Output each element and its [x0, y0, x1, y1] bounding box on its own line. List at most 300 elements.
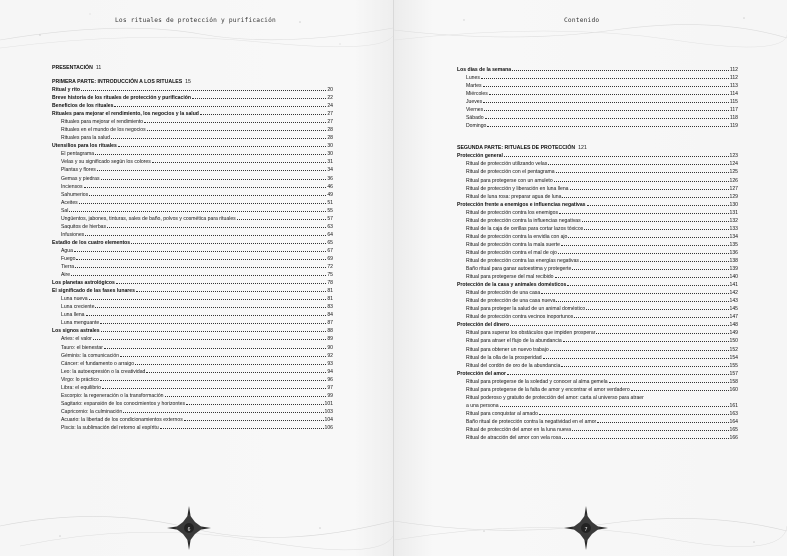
toc-entry: [457, 297, 738, 305]
dot-leader: [102, 387, 326, 389]
toc-entry-title: Ritual de atracción del amor con vela rosa: [466, 435, 562, 442]
toc-entry: [52, 191, 333, 199]
toc-entry-title: Ritual poderoso y gratuito de protección del amor: carta al universo para atraer: [466, 394, 644, 401]
toc-entry-title: Baño ritual de protección contra la negatividad en el amor: [466, 418, 597, 425]
toc-entry-page: 30: [327, 151, 333, 158]
dot-leader: [512, 69, 729, 71]
dot-leader: [484, 109, 729, 111]
toc-entry-page: 124: [729, 161, 738, 168]
toc-entry-page: 83: [327, 304, 333, 311]
toc-entry: [457, 193, 738, 201]
toc-entry-title: Miércoles: [466, 91, 488, 98]
dot-leader: [152, 161, 327, 163]
running-head: Contenido: [564, 17, 600, 24]
toc-entry-title: Ritual de protección contra la mala suerte: [466, 241, 561, 248]
toc-entry-title: Ritual de protección contra el mal de ojo: [466, 249, 557, 256]
toc-entry-page: 69: [327, 255, 333, 262]
toc-entry-title: Ritual de la olla de la prosperidad: [466, 354, 542, 361]
part-title: PRIMERA PARTE: INTRODUCCIÓN A LOS RITUALES: [52, 79, 183, 85]
toc-entry-title: Estadio de los cuatro elementos: [52, 239, 131, 246]
toc-entry-title: Ritual de protección contra la influencias negativas: [466, 217, 581, 224]
toc-entry-title: Lunes: [466, 75, 480, 82]
toc-entry-title: Jueves: [466, 99, 483, 106]
toc-section-entry: [457, 152, 738, 160]
toc-entry-page: 89: [327, 336, 333, 343]
toc-entry: [457, 209, 738, 217]
toc-entry-page: 152: [729, 346, 738, 353]
dot-leader: [489, 93, 729, 95]
dot-leader: [562, 196, 728, 198]
toc-entry: [457, 346, 738, 354]
toc-entry-title: Ritual de protección del amor en la luna nueva: [466, 426, 572, 433]
toc-entry-title: Velas y su significado según los colores: [61, 159, 151, 166]
toc-entry-title: Inciensos: [61, 183, 83, 190]
toc-entry: [52, 263, 333, 271]
toc-entry-page: 28: [327, 135, 333, 142]
toc-entry-page: 81: [327, 288, 333, 295]
toc-entry-page: 24: [327, 103, 333, 110]
dot-leader: [510, 324, 728, 326]
dot-leader: [556, 171, 729, 173]
toc-entry-page: 99: [327, 392, 333, 399]
toc-entry-page: 118: [729, 115, 738, 122]
toc-entry: [457, 265, 738, 273]
toc-entry: [457, 378, 738, 386]
toc-entry-page: 97: [327, 384, 333, 391]
dot-leader: [548, 163, 728, 165]
toc-entry: [457, 241, 738, 249]
toc-entry-title: Ritual de la caja de cerillas para cortar lazos tóxicos: [466, 225, 584, 232]
toc-entry-title: Piscis: la sublimación del retorno al espíritu: [61, 424, 159, 431]
toc-entry: [52, 295, 333, 303]
toc-entry-title: Ritual para conquistar al amado: [466, 410, 538, 417]
dot-leader: [574, 316, 728, 318]
toc-entry-page: 133: [729, 225, 738, 232]
toc-entry-page: 142: [729, 290, 738, 297]
toc-entry-page: 87: [327, 320, 333, 327]
toc-entry-title: Protección del dinero: [457, 322, 510, 329]
toc-entry: [457, 257, 738, 265]
toc-entry: [457, 418, 738, 426]
toc-entry-title: Rituales para la salud: [61, 135, 110, 142]
dot-leader: [556, 300, 728, 302]
toc-entry-page: 164: [729, 418, 738, 425]
toc-entry-page: 81: [327, 296, 333, 303]
toc-entry-page: 51: [327, 199, 333, 206]
toc-entry: [457, 394, 738, 402]
toc-entry: [52, 303, 333, 311]
toc-entry-page: 139: [729, 266, 738, 273]
toc-entry-title: Ritual de protección contra los enemigos: [466, 209, 559, 216]
dot-leader: [165, 395, 327, 397]
dot-leader: [146, 371, 326, 373]
toc-entry: [457, 90, 738, 98]
toc-entry-page: 154: [729, 354, 738, 361]
toc-entry-title: Ritual de protección y liberación en luna llena: [466, 185, 569, 192]
toc-section-entry: [457, 201, 738, 209]
toc-entry: [52, 134, 333, 142]
toc-entry-title: Sal: [61, 207, 69, 214]
part-title: SEGUNDA PARTE: RITUALES DE PROTECCIÓN: [457, 145, 576, 152]
dot-leader: [104, 347, 326, 349]
toc-entry-title: Luna llena: [61, 312, 85, 319]
dot-leader: [135, 363, 326, 365]
toc-entry-title: Tierra: [61, 264, 75, 271]
dot-leader: [582, 220, 729, 222]
dot-leader: [596, 332, 728, 334]
toc-entries: [52, 86, 333, 432]
toc-part-heading: [52, 78, 333, 86]
toc-entry-title: Gemas y piedras: [61, 175, 100, 182]
toc-entry-page: 22: [327, 95, 333, 102]
toc-entry-title: Protección del amor: [457, 370, 506, 377]
toc-entry-page: 36: [327, 175, 333, 182]
toc-entry-page: 90: [327, 344, 333, 351]
toc-entry-title: a una persona: [466, 402, 499, 409]
dot-leader: [120, 355, 326, 357]
dot-leader: [76, 258, 326, 260]
toc-entry-title: El significado de las fases lunares: [52, 288, 135, 295]
toc-entry-page: 140: [729, 274, 738, 281]
toc-entry-page: 112: [729, 75, 738, 82]
toc-entry-page: 148: [729, 322, 738, 329]
dot-leader: [568, 236, 728, 238]
toc-entry: [457, 217, 738, 225]
toc-entry-page: 27: [327, 111, 333, 118]
dot-leader: [563, 340, 729, 342]
toc-entry-page: 114: [729, 91, 738, 98]
toc-entry-title: Los planetas astrológicos: [52, 280, 115, 287]
dot-leader: [485, 117, 729, 119]
toc-entry-title: Breve historia de los rituales de protección y purificación: [52, 95, 191, 102]
toc-entry: [52, 311, 333, 319]
toc-section-entry: [52, 279, 333, 287]
dot-leader: [186, 403, 323, 405]
toc-entries: [457, 66, 738, 130]
dot-leader: [136, 290, 326, 292]
toc-entry-title: Protección de la casa y animales domésticos: [457, 282, 567, 289]
toc-entry-title: Protección general: [457, 153, 503, 160]
toc-entry-title: Ritual de protección con el pentagrama: [466, 169, 555, 176]
toc-entry-page: 55: [327, 207, 333, 214]
toc-entry-page: 130: [729, 201, 738, 208]
toc-entry-page: 30: [327, 143, 333, 150]
toc-entry-title: Ritual para protegerse de la falta de amor y encontrar el amor verdadero: [466, 386, 630, 393]
top-ornament-left: [0, 0, 393, 55]
toc-entry-title: Infusiones: [61, 231, 85, 238]
toc-entry-title: Géminis: la comunicación: [61, 352, 120, 359]
toc-entry: [52, 360, 333, 368]
toc-entry: [457, 114, 738, 122]
dot-leader: [93, 338, 326, 340]
toc-entry: [52, 231, 333, 239]
toc-entry: [52, 247, 333, 255]
dot-leader: [567, 284, 728, 286]
toc-entry-page: 145: [729, 306, 738, 313]
toc-entry-page: 72: [327, 264, 333, 271]
toc-entry: [457, 426, 738, 434]
toc-entry-title: Plantas y flores: [61, 167, 96, 174]
toc-entry: [457, 305, 738, 313]
toc-entry-page: 78: [327, 280, 333, 287]
dot-leader: [558, 252, 729, 254]
toc-entry-page: 161: [729, 402, 738, 409]
dot-leader: [89, 194, 326, 196]
dot-leader: [86, 314, 327, 316]
toc-entry: [52, 271, 333, 279]
toc-entry-title: Ritual de protección contra vecinos inoportunos: [466, 314, 574, 321]
dot-leader: [95, 153, 326, 155]
toc-entry-page: 136: [729, 249, 738, 256]
toc-entry: [457, 168, 738, 176]
toc-entry-page: 123: [729, 153, 738, 160]
toc-entry: [457, 98, 738, 106]
toc-entry-title: Libra: el equilibrio: [61, 384, 101, 391]
dot-leader: [85, 234, 326, 236]
dot-leader: [69, 210, 326, 212]
toc-entry-title: Ritual para superar los obstáculos que impiden prosperar: [466, 330, 596, 337]
toc-entry-title: Utensilios para los rituales: [52, 143, 117, 150]
toc-entry-page: 112: [729, 67, 738, 73]
toc-entry-title: Ritual de protección contra la envidia con ajo: [466, 233, 568, 240]
toc-entry-page: 84: [327, 312, 333, 319]
dot-leader: [184, 419, 324, 421]
dot-leader: [500, 405, 729, 407]
toc-entry: [52, 183, 333, 191]
toc-entry-title: Ritual de protección de una casa nueva: [466, 298, 556, 305]
dot-leader: [507, 373, 729, 375]
toc-entry-page: 65: [327, 239, 333, 246]
dot-leader: [587, 204, 729, 206]
toc-entry-title: Aries: el valor: [61, 336, 92, 343]
toc-entry: [457, 249, 738, 257]
dot-leader: [572, 268, 728, 270]
toc-entry: [52, 118, 333, 126]
toc-entry-title: Capricornio: la culminación: [61, 408, 123, 415]
toc-entry-page: 160: [729, 386, 738, 393]
toc-section-entry: [457, 370, 738, 378]
toc-entry: [457, 329, 738, 337]
dot-leader: [539, 413, 729, 415]
toc-entry: [52, 335, 333, 343]
page-number: 6: [187, 527, 191, 533]
dot-leader: [584, 228, 728, 230]
toc-section-entry: [52, 327, 333, 335]
toc-entry: [457, 362, 738, 370]
toc-entry-page: 129: [729, 193, 738, 200]
toc-entry-page: 165: [729, 426, 738, 433]
dot-leader: [572, 429, 728, 431]
toc-entry-page: 117: [729, 107, 738, 114]
dot-leader: [483, 101, 729, 103]
toc-entry-title: Ritual de protección contra las energías negativas: [466, 257, 579, 264]
toc-entry: [457, 410, 738, 418]
toc-entry-title: Ritual para atraer el flujo de la abundancia: [466, 338, 562, 345]
dot-leader: [75, 266, 326, 268]
dot-leader: [570, 188, 729, 190]
toc-entry-page: 101: [324, 400, 333, 407]
toc-entry-title: Saquitos de hierbas: [61, 223, 107, 230]
toc-entry-page: 64: [327, 231, 333, 238]
toc-entry-page: 20: [327, 87, 333, 93]
toc-entry-title: Luna menguante: [61, 320, 100, 327]
toc-section-entry: [457, 281, 738, 289]
toc-entry: [52, 175, 333, 183]
toc-entry-page: 113: [729, 83, 738, 90]
toc-entry: [52, 424, 333, 432]
toc-entry-page: 67: [327, 247, 333, 254]
toc-entry-page: 49: [327, 191, 333, 198]
toc-entry-title: Ritual de luna rosa: preparar agua de luna: [466, 193, 562, 200]
toc-entry-page: 63: [327, 223, 333, 230]
toc-entry-title: Ritual de protección utilizando velas: [466, 161, 548, 168]
part-title: PRESENTACIÓN: [52, 65, 93, 71]
toc-section-entry: [52, 239, 333, 247]
dot-leader: [631, 389, 729, 391]
dot-leader: [562, 437, 728, 439]
toc-entry-title: Cáncer: el fundamento o arraigo: [61, 360, 135, 367]
toc-entry: [52, 199, 333, 207]
toc-entry-page: 149: [729, 330, 738, 337]
dot-leader: [586, 308, 728, 310]
dot-leader: [79, 202, 327, 204]
toc-entry-page: 138: [729, 257, 738, 264]
toc-entry: [457, 434, 738, 442]
toc-entry-page: 96: [327, 376, 333, 383]
toc-entry-page: 115: [729, 99, 738, 106]
dot-leader: [111, 137, 326, 139]
toc-entry-title: Tauro: el bienestar: [61, 344, 103, 351]
toc-entry-page: 92: [327, 352, 333, 359]
toc-entry: [457, 185, 738, 193]
toc-entry-page: 141: [729, 282, 738, 289]
toc-entry-page: 132: [729, 217, 738, 224]
toc-entry-title: Escorpio: la regeneración o la transformación: [61, 392, 164, 399]
toc-entry: [52, 344, 333, 352]
dot-leader: [101, 330, 327, 332]
dot-leader: [100, 379, 326, 381]
toc-entry-page: 150: [729, 338, 738, 345]
toc-entry-title: Beneficios de los rituales: [52, 103, 114, 110]
toc-entry-page: 134: [729, 233, 738, 240]
dot-leader: [550, 349, 729, 351]
dot-leader: [237, 218, 327, 220]
toc-entry-title: Fuego: [61, 255, 76, 262]
dot-leader: [555, 276, 729, 278]
toc-entry-title: Ritual del cordón de oro de la abundancia: [466, 362, 561, 369]
toc-entry: [457, 177, 738, 185]
toc-entry-page: 57: [327, 215, 333, 222]
dot-leader: [200, 113, 326, 115]
toc-entry-title: Ritual para proteger la salud de un animal doméstico: [466, 306, 586, 313]
toc-entry-title: Luna creciente: [61, 304, 95, 311]
toc-section-entry: [457, 321, 738, 329]
toc-entry: [52, 126, 333, 134]
toc-entry: [457, 386, 738, 394]
toc-entry: [457, 337, 738, 345]
toc-entry-page: 119: [729, 123, 738, 130]
toc-entry-page: 75: [327, 272, 333, 279]
toc-entry-page: 46: [327, 183, 333, 190]
dot-leader: [192, 97, 326, 99]
toc-entry-page: 135: [729, 241, 738, 248]
toc-entries: [457, 152, 738, 442]
dot-leader: [116, 282, 326, 284]
dot-leader: [71, 274, 326, 276]
toc-entry: [52, 384, 333, 392]
toc-entry-page: 147: [729, 314, 738, 321]
dot-leader: [147, 129, 327, 131]
dot-leader: [123, 411, 323, 413]
toc-entry-title: Luna nueva: [61, 296, 88, 303]
dot-leader: [107, 226, 326, 228]
toc-entry: [52, 166, 333, 174]
toc-entry: [457, 74, 738, 82]
left-page: [0, 0, 393, 556]
toc-section-entry: [52, 94, 333, 102]
toc-entry: [457, 233, 738, 241]
dot-leader: [483, 85, 729, 87]
dot-leader: [84, 186, 327, 188]
dot-leader: [554, 180, 729, 182]
toc-entry: [457, 106, 738, 114]
toc-entry: [52, 150, 333, 158]
toc-column-left: [52, 64, 333, 432]
toc-entry: [52, 400, 333, 408]
toc-entry: [52, 352, 333, 360]
toc-entry-page: 163: [729, 410, 738, 417]
toc-entry-page: 126: [729, 177, 738, 184]
toc-section-entry: [52, 110, 333, 118]
toc-entry-page: 34: [327, 167, 333, 174]
dot-leader: [504, 155, 729, 157]
part-page: 11: [95, 65, 102, 71]
toc-section-entry: [52, 287, 333, 295]
toc-entry: [457, 225, 738, 233]
toc-entry-title: Protección frente a enemigos e influencias negativas: [457, 201, 586, 208]
toc-entry-title: Martes: [466, 83, 482, 90]
dot-leader: [487, 125, 728, 127]
toc-section-entry: [52, 86, 333, 94]
toc-entry-page: 155: [729, 362, 738, 369]
toc-entry-page: 106: [324, 424, 333, 431]
toc-entry: [457, 289, 738, 297]
toc-entry-page: 94: [327, 368, 333, 375]
dot-leader: [97, 169, 327, 171]
toc-entry: [52, 368, 333, 376]
toc-entry-page: 93: [327, 360, 333, 367]
part-page: 15: [185, 79, 191, 85]
toc-part-heading: [457, 144, 738, 152]
toc-entry-title: Los días de la semana: [457, 67, 512, 73]
toc-entry-title: Rituales para mejorar el rendimiento, los negocios y la salud: [52, 111, 199, 118]
toc-entry-title: Ritual y rito: [52, 87, 81, 93]
toc-entry-page: 143: [729, 298, 738, 305]
dot-leader: [144, 121, 326, 123]
toc-entry-page: 88: [327, 328, 333, 335]
toc-entry-title: Acuario: la libertad de los condicionamientos externos: [61, 416, 183, 423]
dot-leader: [131, 242, 326, 244]
toc-entry-title: Viernes: [466, 107, 484, 114]
dot-leader: [609, 381, 729, 383]
dot-leader: [81, 89, 326, 91]
toc-entry-title: Agua: [61, 247, 73, 254]
right-page: [394, 0, 787, 556]
toc-entry: [52, 408, 333, 416]
dot-leader: [481, 77, 729, 79]
toc-entry: [52, 319, 333, 327]
toc-section-entry: [457, 66, 738, 74]
